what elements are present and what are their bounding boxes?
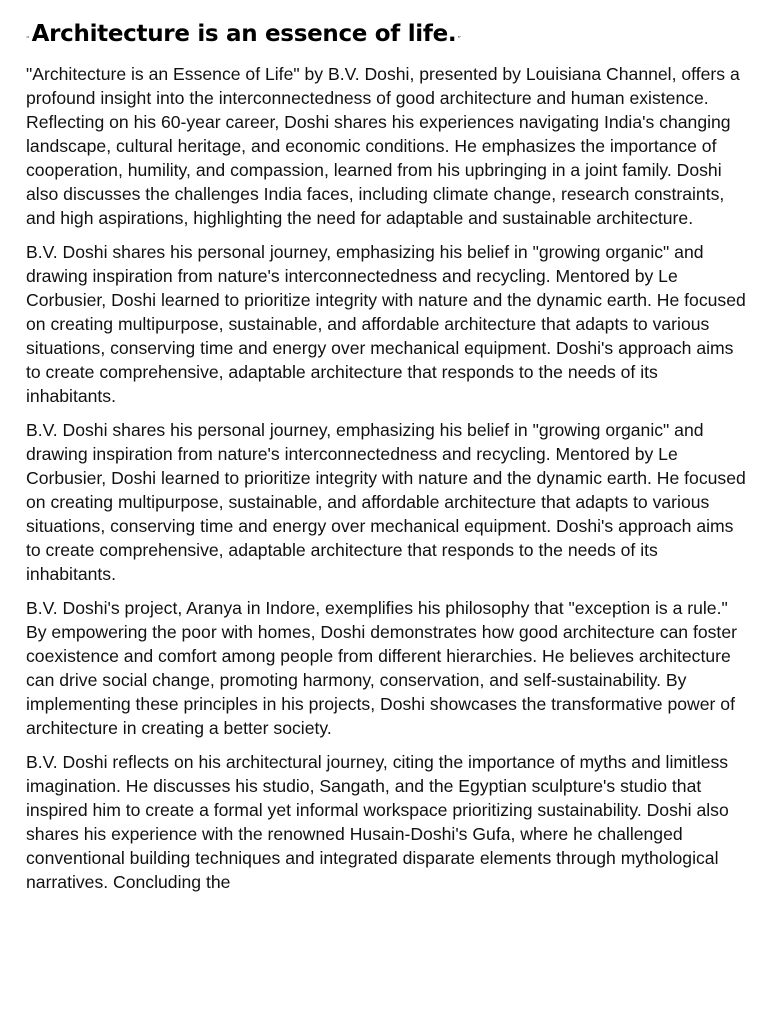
paragraph-5: B.V. Doshi reflects on his architectural journey, citing the importance of myths and limitless imagination. He discusses his studio, Sangath, and the Egyptian sculpture's studio that inspired him to create a formal yet informal workspace prioritizing sustainability. Doshi also shares his experience with the renowned Husain-Doshi's Gufa, where he challenged conventional building techniques and integrated disparate elements through mythological narratives. Concluding the [26, 752, 729, 892]
paragraph-1: "Architecture is an Essence of Life" by B.V. Doshi, presented by Louisiana Channel, offers a profound insight into the interconnectedness of good architecture and human existence. Reflecting on his 60-year career, Doshi shares his experiences navigating India's changing landscape, cultural heritage, and economic conditions. He emphasizes the importance of cooperation, humility, and compassion, learned from his upbringing in a joint family. Doshi also discusses the challenges India faces, including climate change, research constraints, and high aspirations, highlighting the need for adaptable and sustainable architecture. [26, 64, 740, 228]
open-quote-mark: “ [26, 35, 30, 43]
paragraph-3: B.V. Doshi shares his personal journey, emphasizing his belief in "growing organic" and drawing inspiration from nature's interconnectedness and recycling. Mentored by Le Corbusier, Doshi learned to prioritize integrity with nature and the dynamic earth. He focused on creating multipurpose, sustainable, and affordable architecture that adapts to various situations, conserving time and energy over mechanical equipment. Doshi's approach aims to create comprehensive, adaptable architecture that responds to the needs of its inhabitants. [26, 420, 746, 584]
paragraph-2: B.V. Doshi shares his personal journey, emphasizing his belief in "growing organic" and drawing inspiration from nature's interconnectedness and recycling. Mentored by Le Corbusier, Doshi learned to prioritize integrity with nature and the dynamic earth. He focused on creating multipurpose, sustainable, and affordable architecture that adapts to various situations, conserving time and energy over mechanical equipment. Doshi's approach aims to create comprehensive, adaptable architecture that responds to the needs of its inhabitants. [26, 242, 746, 406]
document-title-row [26, 18, 746, 50]
paragraph-4: B.V. Doshi's project, Aranya in Indore, exemplifies his philosophy that "exception is a rule." By empowering the poor with homes, Doshi demonstrates how good architecture can foster coexistence and comfort among people from different hierarchies. He believes architecture can drive social change, promoting harmony, conservation, and self-sustainability. By implementing these principles in his projects, Doshi showcases the transformative power of architecture in creating a better society. [26, 598, 737, 738]
document-page [26, 18, 746, 904]
close-quote-mark: ” [457, 35, 461, 43]
page-title: Architecture is an essence of life. [31, 21, 457, 47]
